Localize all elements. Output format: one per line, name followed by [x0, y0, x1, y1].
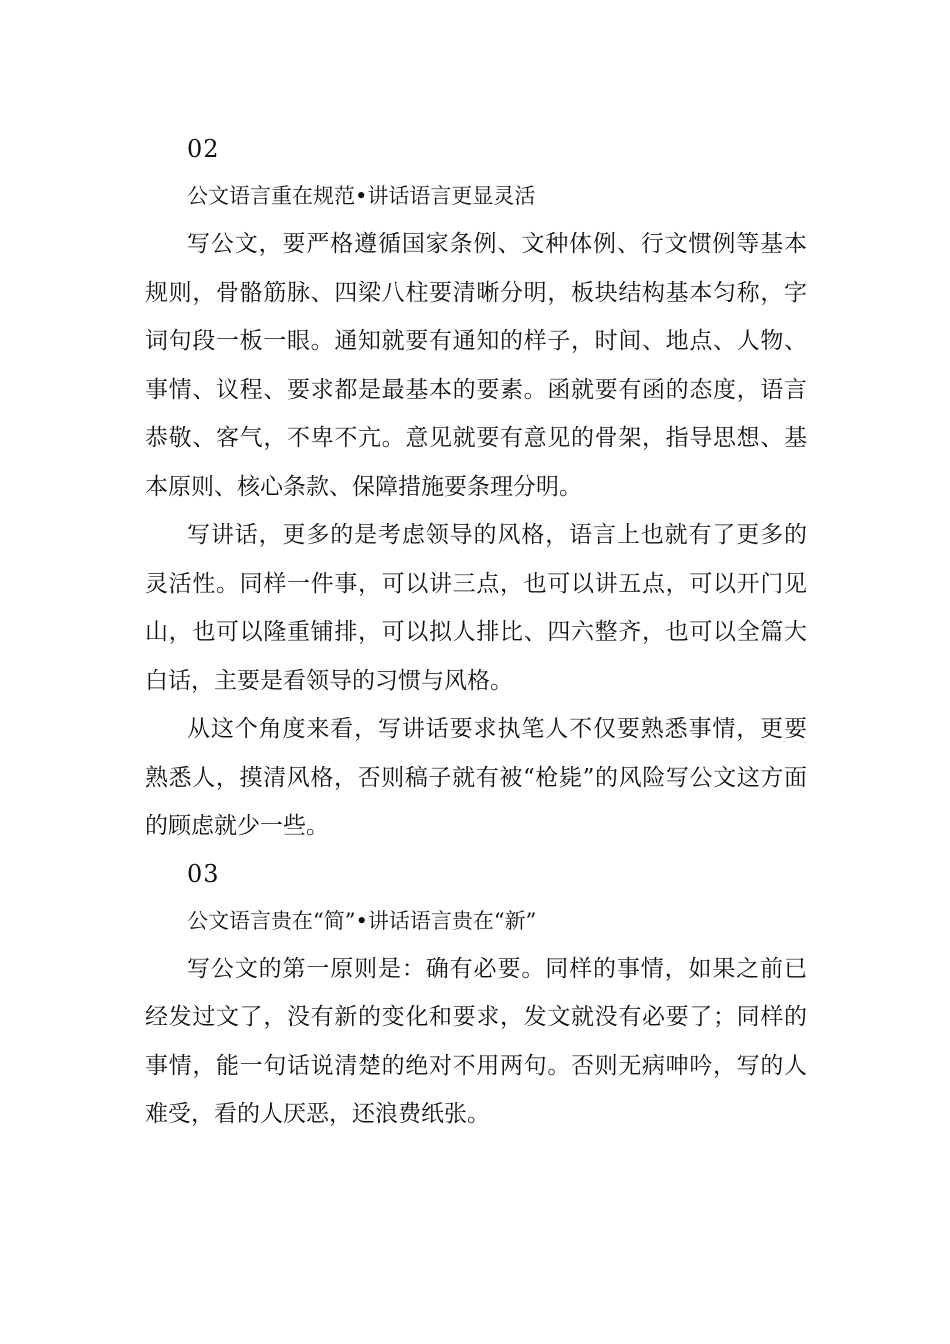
section-title: 公文语言贵在“简”•讲话语言贵在“新”	[187, 908, 537, 933]
paragraph: 从这个角度来看，写讲话要求执笔人不仅要熟悉事情，更要熟悉人，摸清风格，否则稿子就有被“枪毙”的风险写公文这方面的顾虑就少一些。	[145, 716, 807, 839]
section-number: 03	[187, 859, 220, 888]
paragraph: 写公文的第一原则是：确有必要。同样的事情，如果之前已经发过文了，没有新的变化和要求，发文就没有必要了；同样的事情，能一句话说清楚的绝对不用两句。否则无病呻吟，写的人难受，看的人厌恶，还浪费纸张。	[145, 955, 807, 1127]
paragraph: 写讲话，更多的是考虑领导的风格，语言上也就有了更多的灵活性。同样一件事，可以讲三点，也可以讲五点，可以开门见山，也可以隆重铺排，可以拟人排比、四六整齐，也可以全篇大白话，主要是看领导的习惯与风格。	[145, 522, 807, 694]
document-body	[145, 126, 807, 1139]
paragraph: 写公文，要严格遵循国家条例、文种体例、行文惯例等基本规则，骨骼筋脉、四梁八柱要清晰分明，板块结构基本匀称，字词句段一板一眼。通知就要有通知的样子，时间、地点、人物、事情、议程、要求都是最基本的要素。函就要有函的态度，语言恭敬、客气，不卑不亢。意见就要有意见的骨架，指导思想、基本原则、核心条款、保障措施要条理分明。	[145, 231, 807, 500]
section-title: 公文语言重在规范•讲话语言更显灵活	[187, 184, 536, 208]
section-number: 02	[187, 135, 220, 163]
